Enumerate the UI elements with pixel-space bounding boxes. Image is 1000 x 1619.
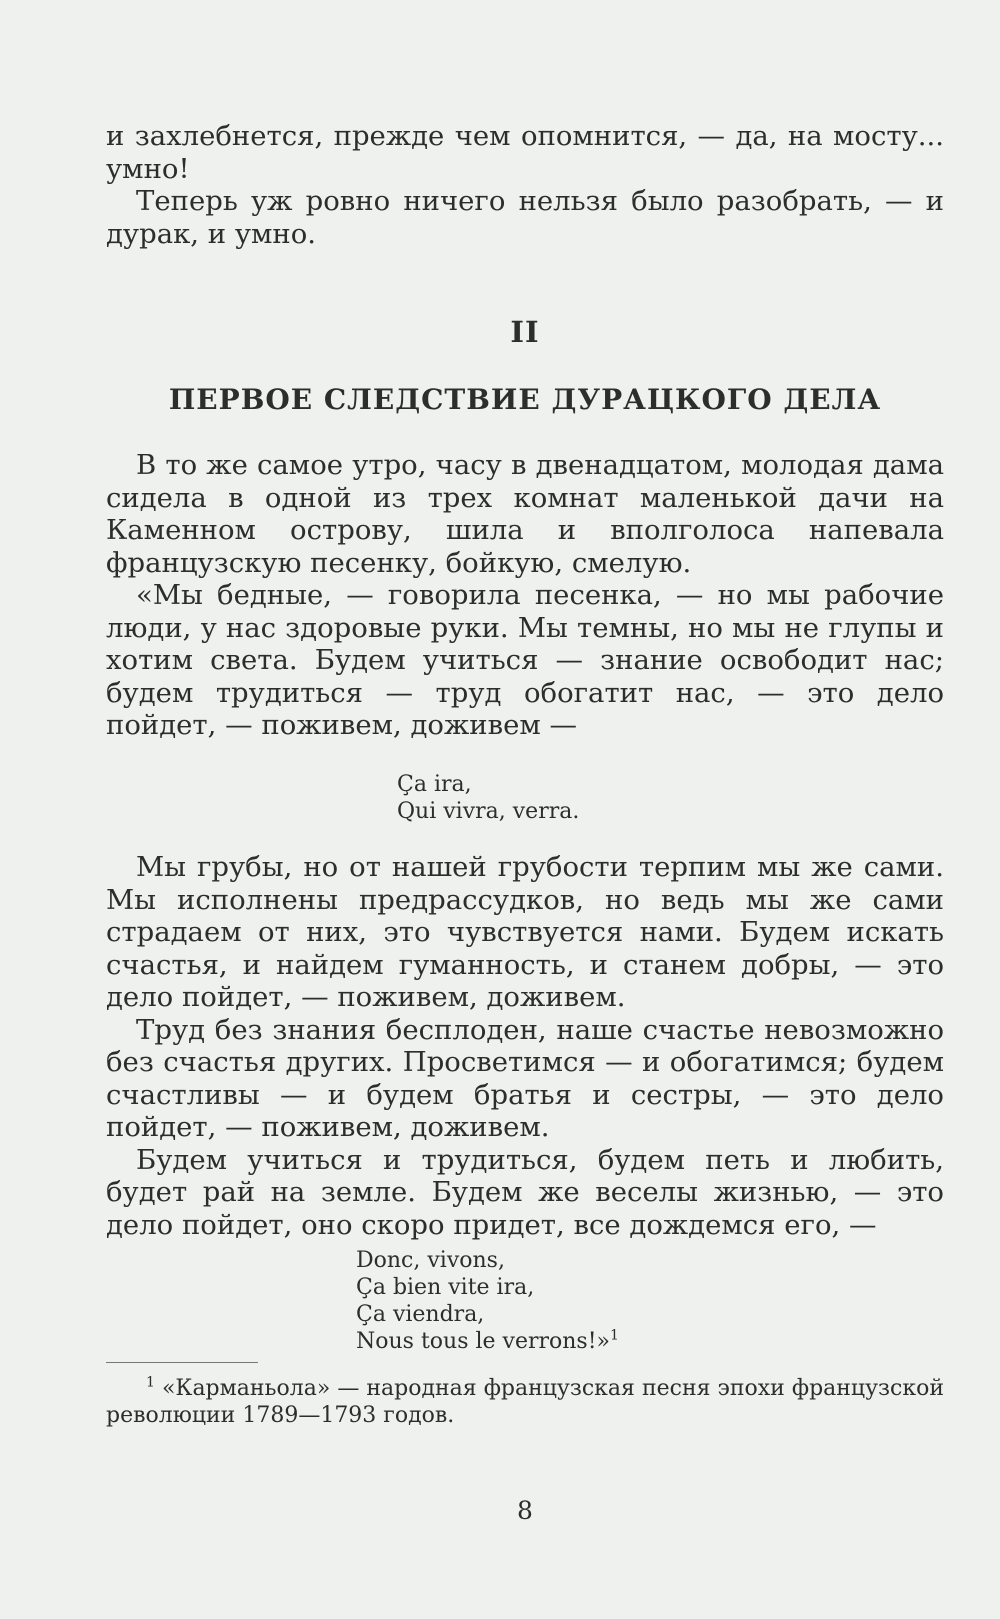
song-verse — [356, 1247, 619, 1355]
chapter-title: ПЕРВОЕ СЛЕДСТВИЕ ДУРАЦКОГО ДЕЛА — [168, 383, 882, 416]
paragraph: Труд без знания бесплоден, наше счастье невозможно без счастья других. Просветимся — и обогатимся; будем счастливы — и будем братья и сестры, — это дело пойдет, — поживем, доживем. — [106, 1013, 944, 1143]
footnote-marker: 1 — [146, 1374, 155, 1391]
intro-text — [106, 120, 944, 250]
paragraph: Теперь уж ровно ничего нельзя было разобрать, — и дурак, и умно. — [106, 185, 944, 250]
paragraph: Будем учиться и трудиться, будем петь и любить, будет рай на земле. Будем же веселы жизнью, — это дело пойдет, оно скоро придет, все дождемся его, — — [106, 1143, 944, 1241]
footnote-text: «Карманьола» — народная французская песня эпохи французской революции 1789—1793 годов. — [106, 1376, 944, 1428]
footnote-divider — [106, 1362, 258, 1363]
paragraph: В то же самое утро, часу в двенадцатом, молодая дама сидела в одной из трех комнат маленькой дачи на Каменном острову, шила и вполголоса напевала французскую песенку, бойкую, смелую. — [106, 449, 944, 579]
paragraph-continued: и захлебнется, прежде чем опомнится, — да, на мосту... умно! — [106, 120, 944, 185]
verse-line: Qui vivra, verra. — [397, 799, 580, 824]
verse-line: Donc, vivons, — [356, 1248, 505, 1273]
chapter-number: II — [510, 315, 540, 349]
verse-line-with-footnote — [356, 1328, 619, 1355]
paragraph: Мы грубы, но от нашей грубости терпим мы же сами. Мы исполнены предрассудков, но ведь мы же сами страдаем от них, это чувствуется нами. Будем искать счастья, и найдем гуманность, и станем добры, — это дело пойдет, — поживем, доживем. — [106, 851, 944, 1013]
verse-line-text: Nous tous le verrons!» — [356, 1329, 611, 1354]
footnote — [106, 1375, 944, 1429]
paragraph: «Мы бедные, — говорила песенка, — но мы рабочие люди, у нас здоровые руки. Мы темны, но мы не глупы и хотим света. Будем учиться — знание освободит нас; будем трудиться — труд обогатит нас, — это дело пойдет, — поживем, доживем — — [106, 579, 944, 741]
chapter-opening-text — [106, 449, 944, 742]
song-verse — [397, 771, 579, 825]
page-number: 8 — [517, 1496, 533, 1525]
verse-line: Ça bien vite ira, — [356, 1275, 535, 1300]
verse-line: Ça ira, — [397, 772, 472, 797]
song-text — [106, 851, 944, 1241]
verse-line: Ça viendra, — [356, 1302, 485, 1327]
footnote-reference: 1 — [610, 1327, 619, 1344]
